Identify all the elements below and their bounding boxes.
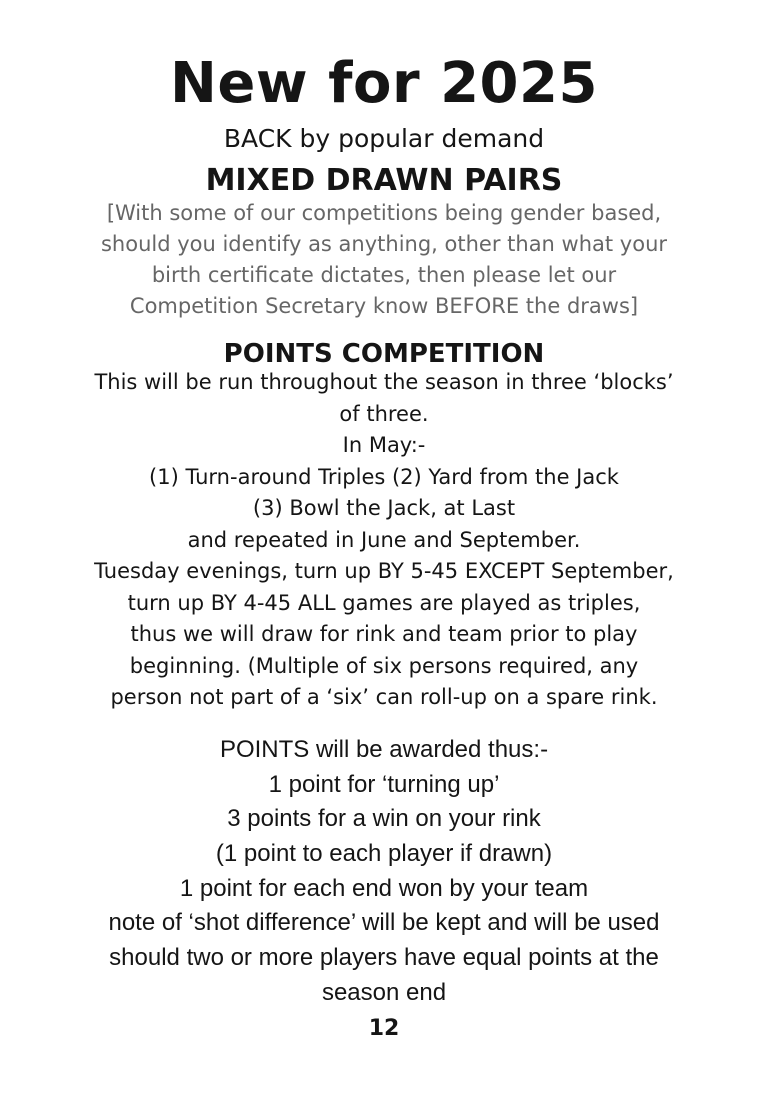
awards-line: 1 point for ‘turning up’	[268, 770, 500, 798]
points-competition-heading: POINTS COMPETITION	[223, 339, 545, 369]
description-line: This will be run throughout the season in three ‘blocks’	[94, 370, 674, 394]
description-line: beginning. (Multiple of six persons required, any	[129, 653, 639, 678]
description-line: (1) Turn-around Triples (2) Yard from the Jack	[149, 464, 619, 489]
awards-line: 3 points for a win on your rink	[227, 805, 541, 833]
description-line: turn up BY 4-45 ALL games are played as triples,	[127, 590, 641, 615]
description-line: of three.	[339, 401, 429, 426]
mixed-drawn-pairs-heading: MIXED DRAWN PAIRS	[205, 163, 563, 198]
gender-note	[40, 198, 728, 322]
note-line: [With some of our competitions being gender based,	[106, 201, 662, 225]
description-line: (3) Bowl the Jack, at Last	[252, 496, 516, 520]
description-line: Tuesday evenings, turn up BY 5-45 EXCEPT September,	[94, 559, 674, 583]
note-line: birth certificate dictates, then please let our	[151, 263, 617, 287]
description-line: In May:-	[342, 433, 426, 457]
awards-line: should two or more players have equal points at the	[109, 944, 659, 972]
description-line: person not part of a ‘six’ can roll-up on a spare rink.	[110, 685, 658, 709]
description-line: and repeated in June and September.	[187, 527, 581, 552]
awards-line: season end	[321, 978, 447, 1006]
points-awards-list	[30, 733, 738, 1011]
awards-line: 1 point for each end won by your team	[179, 874, 589, 902]
awards-line: (1 point to each player if drawn)	[215, 840, 553, 868]
awards-line: note of ‘shot difference’ will be kept and will be used	[108, 909, 660, 937]
subtitle: BACK by popular demand	[223, 124, 545, 153]
note-line: should you identify as anything, other than what your	[100, 232, 668, 256]
points-competition-description	[30, 367, 738, 714]
page-title: New for 2025	[170, 51, 598, 116]
awards-line: POINTS will be awarded thus:-	[219, 736, 549, 763]
page-number: 12	[368, 1016, 400, 1041]
note-line: Competition Secretary know BEFORE the draws]	[129, 294, 639, 318]
description-line: thus we will draw for rink and team prior to play	[130, 622, 638, 646]
